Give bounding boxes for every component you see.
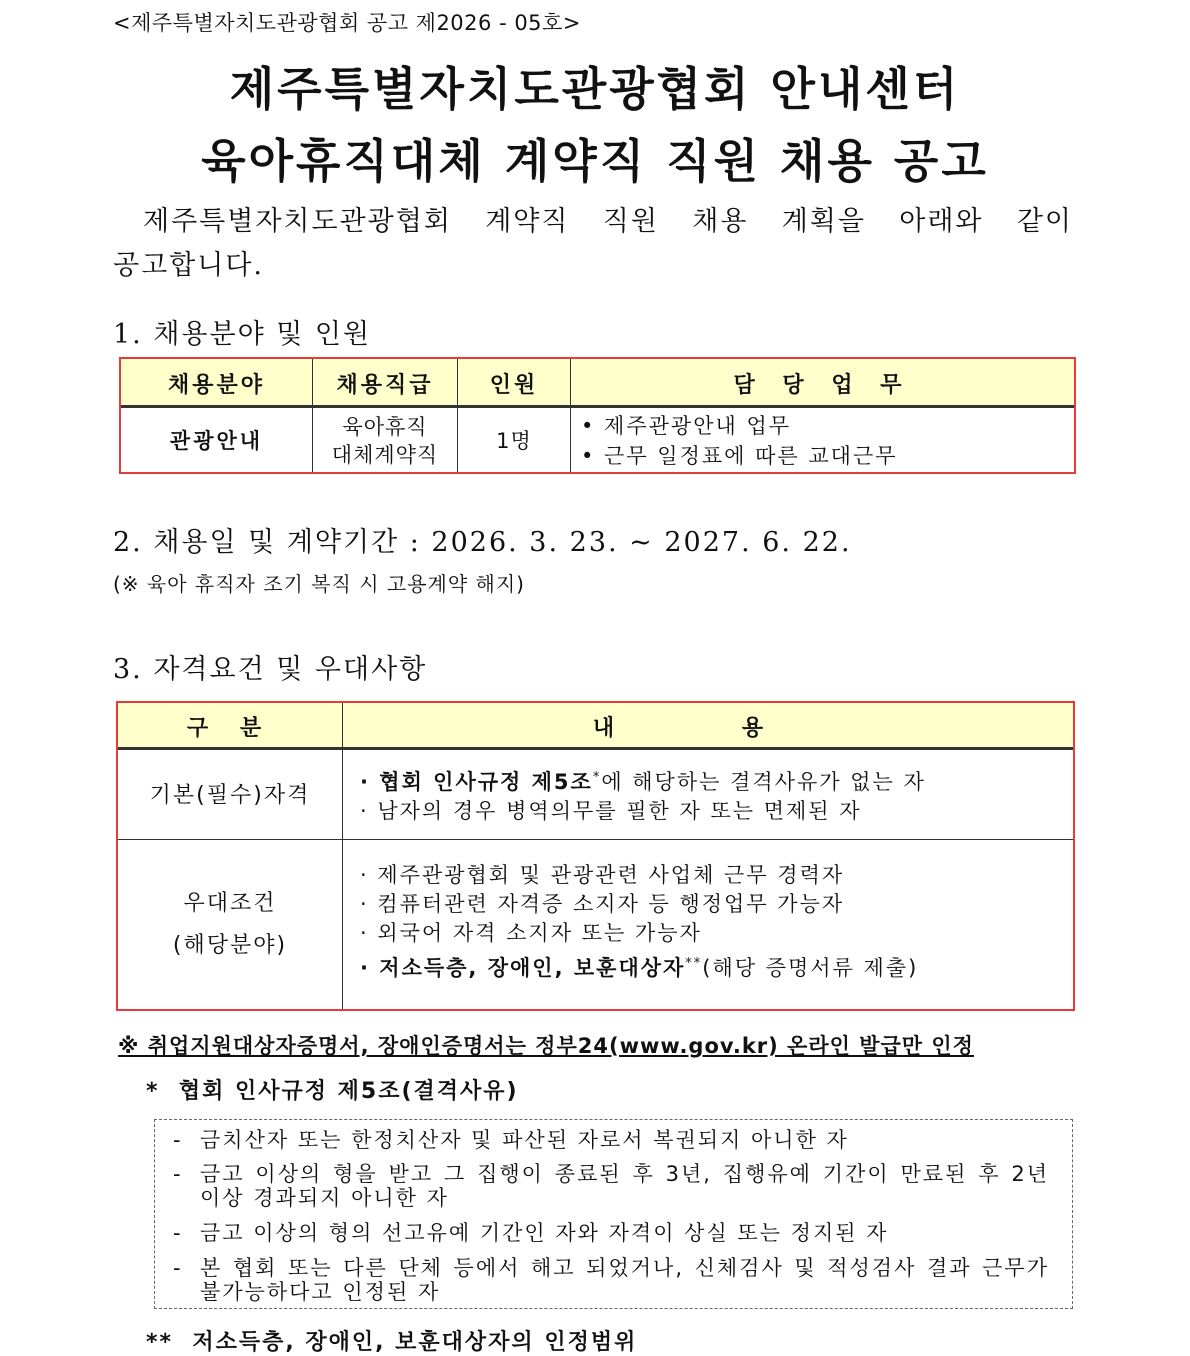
- article5-title: [146, 1074, 519, 1105]
- preference-item-bold: · 저소득층, 장애인, 보훈대상자: [360, 956, 686, 980]
- qualification-table: [116, 701, 1075, 1011]
- footnote-marker: *: [146, 1079, 160, 1104]
- preference-items: [360, 861, 918, 983]
- disqualification-text: 금고 이상의 형을 받고 그 집행이 종료된 후 3년, 집행유예 기간이 만료된 후 2년 이상 경과되지 아니한 자: [200, 1162, 1049, 1210]
- disqualification-item: [173, 1221, 1049, 1245]
- section2-heading: 2. 채용일 및 계약기간 : 2026. 3. 23. ~ 2027. 6. 22.: [113, 527, 852, 558]
- basic-item-bold: · 협회 인사규정 제5조: [360, 770, 593, 794]
- cell-count: 1명: [496, 428, 532, 453]
- scope-title: [146, 1325, 637, 1356]
- section3-heading: 3. 자격요건 및 우대사항: [113, 654, 428, 685]
- recruitment-table: [119, 357, 1076, 474]
- intro-text-line1: 제주특별자치도관광협회 계약직 직원 채용 계획을 아래와 같이: [143, 206, 1073, 237]
- disqualification-text: 금치산자 또는 한정치산자 및 파산된 자로서 복권되지 아니한 자: [200, 1128, 849, 1152]
- dash-marker: -: [173, 1162, 183, 1186]
- preference-item: [360, 954, 918, 983]
- preference-item: · 외국어 자격 소지자 또는 가능자: [360, 921, 702, 945]
- basic-qualification-items: [360, 768, 926, 826]
- footnote-marker: **: [146, 1330, 174, 1355]
- cell-grade-line2: 대체계약직: [331, 442, 439, 467]
- preference-label: [118, 840, 342, 1009]
- duty-item: • 근무 일정표에 따른 교대근무: [581, 444, 898, 468]
- dash-marker: -: [173, 1128, 183, 1152]
- cell-duties: [581, 411, 898, 471]
- certificate-warning: ※ 취업지원대상자증명서, 장애인증명서는 정부24(www.gov.kr) 온라인 발급만 인정: [118, 1034, 974, 1058]
- preference-item: · 제주관광협회 및 관광관련 사업체 근무 경력자: [360, 863, 845, 887]
- dash-marker: -: [173, 1256, 183, 1280]
- cell-field: 관광안내: [169, 428, 264, 453]
- article5-title-text: 협회 인사규정 제5조(결격사유): [178, 1079, 519, 1104]
- header-content: 내 용: [592, 716, 824, 741]
- disqualification-box: [154, 1119, 1073, 1309]
- page-title-line2: 육아휴직대체 계약직 직원 채용 공고: [201, 134, 989, 188]
- header-duties: 담 당 업 무: [733, 373, 912, 398]
- basic-item: [360, 768, 926, 797]
- basic-item: · 남자의 경우 병역의무를 필한 자 또는 면제된 자: [360, 799, 862, 823]
- header-count: 인원: [489, 373, 539, 398]
- section2-note: (※ 육아 휴직자 조기 복직 시 고용계약 해지): [113, 572, 525, 596]
- header-field: 채용분야: [167, 373, 265, 398]
- header-grade: 채용직급: [336, 373, 434, 398]
- cell-grade: [313, 409, 457, 472]
- disqualification-text: 본 협회 또는 다른 단체 등에서 해고 되었거나, 신체검사 및 적성검사 결과 근무가 불가능하다고 인정된 자: [200, 1256, 1049, 1304]
- disqualification-text: 금고 이상의 형의 선고유예 기간인 자와 자격이 상실 또는 정지된 자: [200, 1221, 889, 1245]
- footnote-marker: *: [592, 770, 602, 785]
- notice-number: <제주특별자치도관광협회 공고 제2026 - 05호>: [113, 11, 581, 35]
- preference-label-line1: 우대조건: [183, 890, 277, 916]
- basic-item-rest: 에 해당하는 결격사유가 없는 자: [601, 770, 926, 794]
- preference-item: · 컴퓨터관련 자격증 소지자 등 행정업무 가능자: [360, 892, 845, 916]
- disqualification-item: [173, 1128, 1049, 1152]
- preference-item-rest: (해당 증명서류 제출): [702, 956, 919, 980]
- dash-marker: -: [173, 1221, 183, 1245]
- intro-paragraph-line2: 공고합니다.: [113, 250, 264, 281]
- intro-paragraph-line1: [113, 199, 1073, 238]
- scope-title-text: 저소득층, 장애인, 보훈대상자의 인정범위: [192, 1330, 638, 1355]
- duty-item: • 제주관광안내 업무: [581, 414, 792, 438]
- cell-grade-line1: 육아휴직: [342, 414, 428, 439]
- footnote-marker: **: [685, 956, 703, 971]
- disqualification-item: [173, 1256, 1049, 1304]
- section1-heading: 1. 채용분야 및 인원: [113, 319, 372, 350]
- basic-qualification-label: 기본(필수)자격: [149, 783, 311, 808]
- preference-label-line2: (해당분야): [172, 932, 288, 958]
- header-category: 구 분: [186, 716, 274, 741]
- disqualification-item: [173, 1162, 1049, 1210]
- page-title-line1: 제주특별자치도관광협회 안내센터: [229, 62, 961, 116]
